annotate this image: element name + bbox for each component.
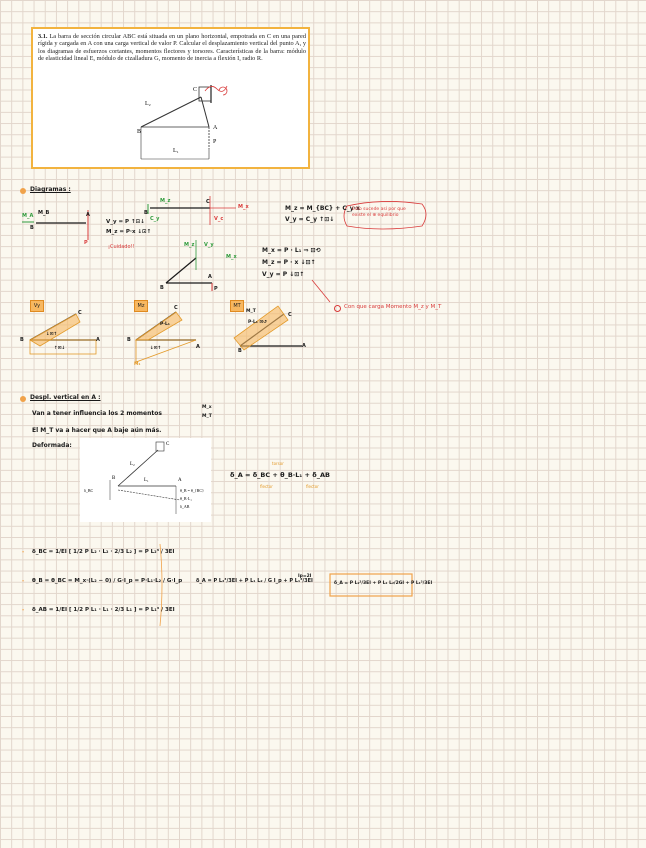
section-2-mx: M_x bbox=[202, 405, 212, 410]
fig-label-a: A bbox=[213, 125, 218, 131]
fb1-ma: M_A bbox=[22, 213, 34, 219]
diag-m-m1: M₁ bbox=[134, 362, 141, 367]
fig-label-c: C bbox=[193, 87, 198, 93]
problem-number: 3.1. bbox=[38, 33, 48, 40]
problem-body: La barra de sección circular ABC está situada en un plano horizontal, empotrada en C en una pared rígida y cargada en A con una carga vertical de valor P. Calcular el desplazamiento vertical del punto A, y los diagramas de esfuerzos cortantes, momentos flectores y torsores. Características de la barra: módulo de elasticidad lineal E, módulo de cizalladura G, momento de inercia a flexión I, radio R. bbox=[38, 33, 306, 62]
section-2-title: Despl. vertical en A : bbox=[30, 394, 101, 401]
diag-tag-vy: Vy bbox=[30, 300, 44, 312]
eq-third-2: M_z = P · x ↓⊡↑ bbox=[262, 259, 316, 266]
photo-t1: θ_B = θ_{BC} bbox=[180, 488, 204, 493]
eq-third-3: V_y = P ↓⊡↑ bbox=[262, 271, 305, 278]
bullet-3: • bbox=[22, 608, 25, 614]
diag-m-c: C bbox=[174, 305, 178, 311]
equation-delta-a: δ_A = P L₂³/3EI + P L₁ L₂ / G I_p + P L₁³/3EI bbox=[196, 578, 313, 584]
fb3-vy: V_y bbox=[204, 242, 214, 248]
section-2-line-2: El M_T va a hacer que A baje aún más. bbox=[32, 427, 162, 434]
note-right: Con que carga Momento M_z y M_T bbox=[344, 304, 442, 310]
fb1-cuidado: ¡Cuidado!! bbox=[108, 244, 135, 250]
diag-t-b: B bbox=[238, 348, 242, 354]
bullet-2: • bbox=[22, 579, 25, 585]
fb1-mb: M_B bbox=[38, 210, 50, 216]
diag-v-c: C bbox=[78, 310, 82, 316]
fb3-p: P bbox=[214, 286, 218, 292]
diag-v-b: B bbox=[20, 337, 24, 343]
fb2-c: C bbox=[206, 199, 210, 205]
fb1-vy: V_y = P ↑⊡↓ bbox=[106, 219, 145, 225]
photo-a: A bbox=[178, 478, 182, 483]
photo-l1: L₁ bbox=[144, 478, 149, 483]
equation-delta-bc: δ_BC = 1/EI [ 1/2 P L₂ · L₂ · 2/3 L₂ ] = P L₂³ / 3EI bbox=[32, 549, 175, 555]
fig-label-p: P bbox=[213, 139, 217, 145]
diag-m-b: B bbox=[127, 337, 131, 343]
fb1-b: B bbox=[30, 225, 34, 231]
diag-v-a: A bbox=[96, 337, 100, 343]
diag-tag-mt: MT bbox=[230, 300, 244, 312]
diag-v-bottom: ↑⊡↓ bbox=[54, 346, 66, 351]
fb2-cy: C_y bbox=[150, 216, 160, 222]
eq-right-1: M_z = M_{BC} + C_y·x bbox=[285, 205, 360, 212]
fb3-b: B bbox=[160, 285, 164, 291]
equation-result: δ_A = P L₂³/3EI + P L₁ L₂/2GI + P L₁³/3EI bbox=[334, 581, 433, 586]
delta-torsor: torsor bbox=[272, 461, 284, 466]
fb1-a: A bbox=[86, 212, 90, 218]
note-box: Esto sucede así por que existe el ⊕ equilibrio bbox=[352, 207, 406, 218]
diag-m-a: A bbox=[196, 344, 200, 350]
fb3-mz: M_z bbox=[184, 242, 195, 248]
diag-v-top: ↓⊡↑ bbox=[46, 332, 58, 337]
diag-m-top: P·L₁ bbox=[160, 322, 170, 327]
equation-ip: Ip=2I bbox=[298, 574, 312, 579]
fig-label-b: B bbox=[137, 129, 142, 135]
eq-right-2: V_y = C_y ↑⊡↓ bbox=[285, 216, 335, 223]
diag-t-a: A bbox=[302, 343, 306, 349]
diag-t-top: M_T bbox=[246, 309, 256, 314]
diag-t-c: C bbox=[288, 312, 292, 318]
fb2-mx: M_x bbox=[238, 204, 249, 210]
eq-third-1: M_x = P · L₁ ⇒ ⊡⟲ bbox=[262, 247, 321, 254]
fb3-a: A bbox=[208, 274, 212, 280]
fb2-vc: V_c bbox=[214, 216, 224, 222]
fig-label-l1: L₁ bbox=[173, 148, 179, 154]
fb3-mx: M_x bbox=[226, 254, 237, 260]
diag-m-bottom: ↓⊡↑ bbox=[150, 346, 162, 351]
fig-label-l2: L₂ bbox=[145, 101, 151, 107]
fb1-p: P bbox=[84, 240, 88, 246]
diag-t-mid: P·L₁ ⊡↺ bbox=[248, 320, 267, 325]
delta-flector-2: flector bbox=[306, 484, 319, 489]
photo-t2: θ_B·L₁ bbox=[180, 496, 192, 501]
section-2-line-3: Deformada: bbox=[32, 442, 72, 449]
fb2-mz: M_z bbox=[160, 198, 171, 204]
photo-c: C bbox=[166, 442, 170, 447]
photo-l2: L₂ bbox=[130, 462, 135, 467]
equation-theta-b: θ_B = θ_BC = M_x·(L₂ − 0) / G·I_p = P·L₁·L₂ / G·I_p bbox=[32, 578, 183, 584]
photo-d1: δ_BC bbox=[84, 488, 94, 493]
section-1-title: Diagramas : bbox=[30, 186, 71, 193]
equation-delta-ab: δ_AB = 1/EI [ 1/2 P L₁ · L₁ · 2/3 L₁ ] = P L₁³ / 3EI bbox=[32, 607, 175, 613]
photo-t3: δ_AB bbox=[180, 504, 190, 509]
section-2-mt: M_T bbox=[202, 414, 212, 419]
fb1-mz: M_z = P·x ↓⊡↑ bbox=[106, 229, 152, 235]
fb2-b: B bbox=[144, 210, 148, 216]
bullet-1: • bbox=[22, 550, 25, 556]
section-2-line-1: Van a tener influencia los 2 momentos bbox=[32, 410, 162, 417]
delta-flector-1: flector bbox=[260, 484, 273, 489]
diag-tag-mz: Mz bbox=[134, 300, 148, 312]
delta-equation: δ_A = δ_BC + θ_B·L₁ + δ_AB bbox=[230, 471, 330, 479]
photo-b: B bbox=[112, 476, 116, 481]
